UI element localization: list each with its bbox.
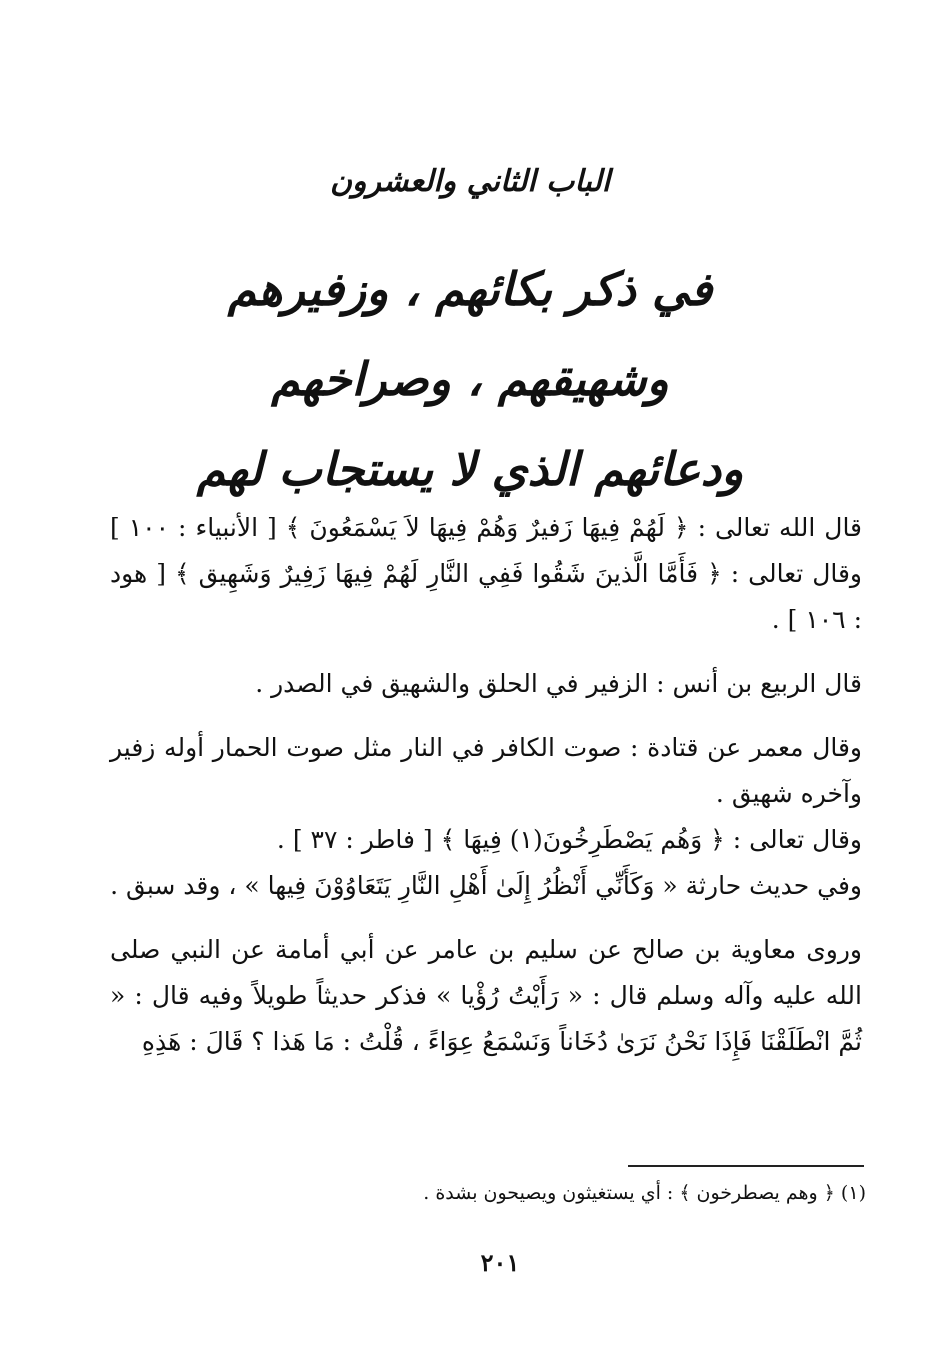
paragraph-fatir-verse: وقال تعالى : ﴿ وَهُم يَصْطَرِخُونَ(١) فِيهَا ﴾ [ فاطر : ٣٧ ] . (276, 825, 862, 854)
paragraph-rabi-bin-anas: قال الربيع بن أنس : الزفير في الحلق والشهيق في الصدر . (255, 669, 862, 698)
page-number: ٢٠١ (480, 1248, 520, 1277)
chapter-heading (160, 150, 780, 514)
body-text (110, 505, 862, 1065)
paragraph-abu-umama-hadith: وروى معاوية بن صالح عن سليم بن عامر عن أبي أمامة عن النبي صلى الله عليه وآله وسلم قال : « رَأَيْتُ رُؤْيا » فذكر حديثاً طويلاً وفيه قال : « ثُمَّ انْطَلَقْنَا فَإِذَا نَحْنُ نَرَىٰ دُخَاناً وَنَسْمَعُ عِوَاءً ، قُلْتُ : مَا هَذا ؟ قَالَ : هَذِهِ (110, 935, 862, 1056)
chapter-title (160, 244, 780, 514)
paragraph-mamar-qatada: وقال معمر عن قتادة : صوت الكافر في النار مثل صوت الحمار أوله زفير وآخره شهيق . (110, 733, 862, 808)
footnote-divider (628, 1165, 864, 1167)
chapter-label: الباب الثاني والعشرون (329, 164, 611, 199)
footnote: (١) ﴿ وهم يصطرخون ﴾ : أي يستغيثون ويصيحون بشدة . (423, 1182, 866, 1204)
paragraph-haritha-hadith: وفي حديث حارثة « وَكَأَنِّي أَنْظُرُ إِلَىٰ أَهْلِ النَّارِ يَتَعَاوُوْنَ فِيها » ، وقد سبق . (110, 871, 862, 900)
chapter-title-line-2: ودعائهم الذي لا يستجاب لهم (196, 442, 744, 496)
chapter-title-line-1: في ذكر بكائهم ، وزفيرهم وشهيقهم ، وصراخهم (227, 262, 713, 406)
paragraph-quran-verses: قال الله تعالى : ﴿ لَهُمْ فِيهَا زَفيرٌ وَهُمْ فِيهَا لاَ يَسْمَعُونَ ﴾ [ الأنبياء : ١٠٠ ] وقال تعالى : ﴿ فَأَمَّا الَّذينَ شَقُوا فَفِي النَّارِ لَهُمْ فِيهَا زَفِيرٌ وَشَهِيق ﴾ [ هود : ١٠٦ ] . (110, 513, 863, 634)
